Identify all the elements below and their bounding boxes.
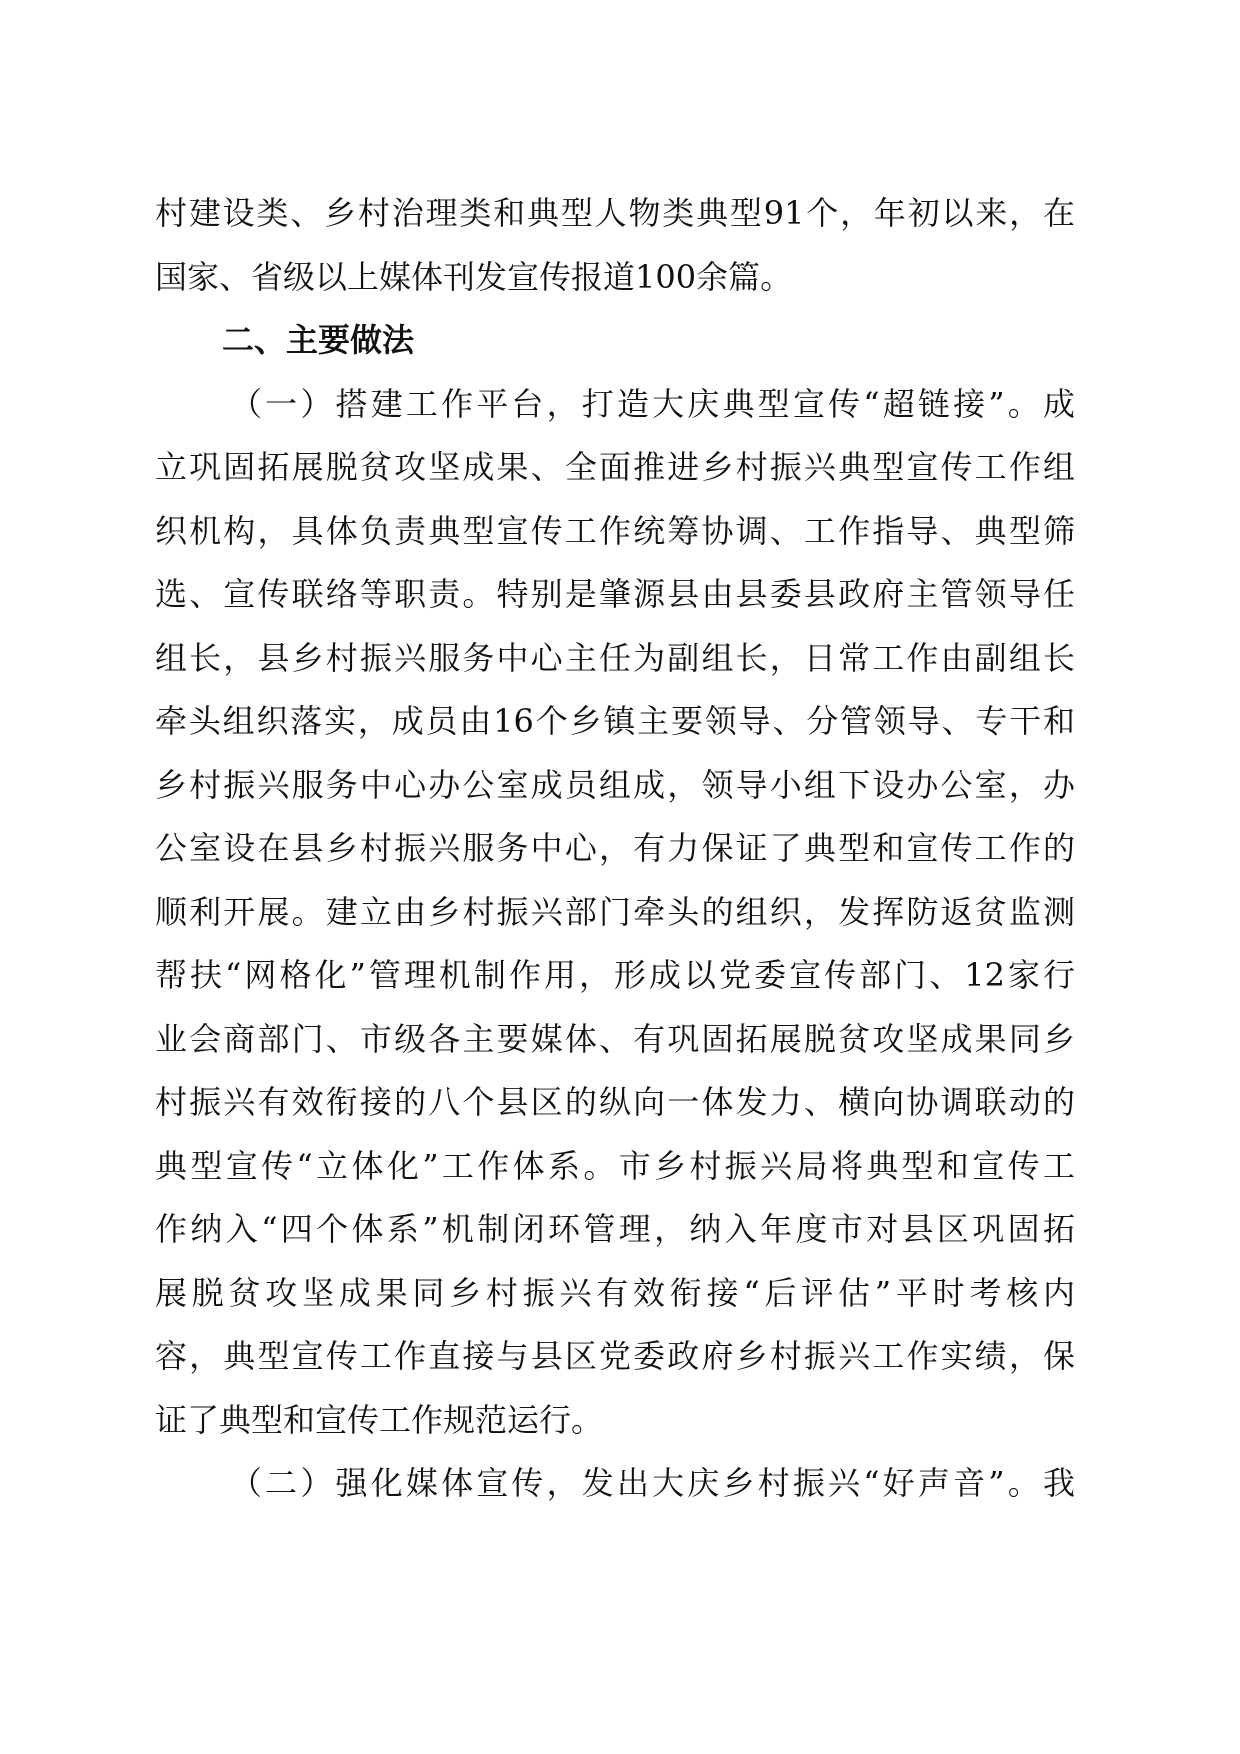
paragraph-line: 村振兴有效衔接的八个县区的纵向一体发力、横向协调联动的 [155,1083,1075,1121]
paragraph-line: 公室设在县乡村振兴服务中心，有力保证了典型和宣传工作的 [155,829,1075,867]
paragraph-line: 证了典型和宣传工作规范运行。 [155,1401,604,1439]
paragraph-line: 业会商部门、市级各主要媒体、有巩固拓展脱贫攻坚成果同乡 [155,1020,1075,1058]
paragraph-line: 织机构，具体负责典型宣传工作统筹协调、工作指导、典型筛 [155,512,1075,550]
paragraph-line: 国家、省级以上媒体刊发宣传报道100余篇。 [155,258,793,296]
paragraph-line: 作纳入“四个体系”机制闭环管理，纳入年度市对县区巩固拓 [155,1210,1075,1248]
paragraph-line: 容，典型宣传工作直接与县区党委政府乡村振兴工作实绩，保 [155,1337,1075,1375]
paragraph-line: 组长，县乡村振兴服务中心主任为副组长，日常工作由副组长 [155,639,1075,677]
paragraph-line: 典型宣传“立体化”工作体系。市乡村振兴局将典型和宣传工 [155,1147,1075,1185]
paragraph-line: 村建设类、乡村治理类和典型人物类典型91个，年初以来，在 [155,194,1075,232]
paragraph-line: 立巩固拓展脱贫攻坚成果、全面推进乡村振兴典型宣传工作组 [155,448,1075,486]
paragraph-line: 乡村振兴服务中心办公室成员组成，领导小组下设办公室，办 [155,766,1075,804]
paragraph-line: 展脱贫攻坚成果同乡村振兴有效衔接“后评估”平时考核内 [155,1274,1075,1312]
paragraph-line: 顺利开展。建立由乡村振兴部门牵头的组织，发挥防返贫监测 [155,893,1075,931]
paragraph-line: 牵头组织落实，成员由16个乡镇主要领导、分管领导、专干和 [155,702,1075,740]
paragraph-line: 帮扶“网格化”管理机制作用，形成以党委宣传部门、12家行 [155,956,1075,994]
subsection-heading-line: （一）搭建工作平台，打造大庆典型宣传“超链接”。成 [230,385,1075,423]
section-heading: 二、主要做法 [222,321,415,359]
paragraph-line: 选、宣传联络等职责。特别是肇源县由县委县政府主管领导任 [155,575,1075,613]
subsection-heading-line: （二）强化媒体宣传，发出大庆乡村振兴“好声音”。我 [230,1464,1075,1502]
